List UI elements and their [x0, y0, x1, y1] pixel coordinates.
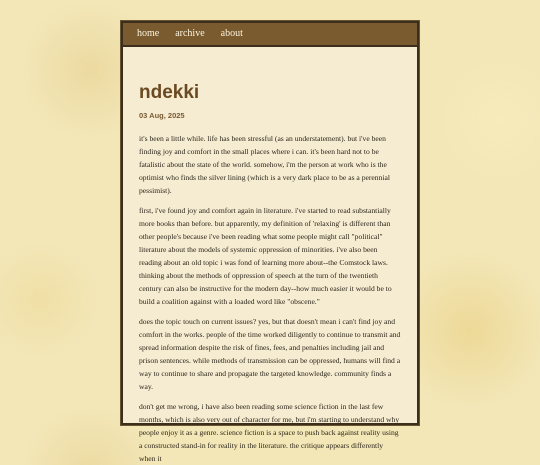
nav-link-archive[interactable]: archive: [175, 28, 205, 39]
top-nav: [123, 23, 417, 47]
nav-link-about[interactable]: about: [220, 28, 243, 39]
post-paragraph: it's been a little while. life has been stressful (as an understatement). but i've been finding joy and comfort in the small places where i can. it's been hard not to be fatalistic about the state of the world. somehow, i'm the person at work who is the optimist who finds the silver lining (which is a very dark place to be as a perennial pessimist).: [139, 134, 390, 195]
post-title: ndekki: [139, 82, 200, 103]
blog-page: [121, 21, 419, 463]
post-date: 03 Aug, 2025: [139, 111, 185, 120]
post-content: [123, 47, 417, 465]
nav-link-home[interactable]: home: [137, 28, 160, 39]
post-paragraph: first, i've found joy and comfort again in literature. i've started to read substantially more books than before. but apparently, my definition of 'relaxing' is different than other people's because i've been reading what some people might call "political" literature about the models of systemic oppression of minorities. i've also been reading about an old topic i was fond of learning more about--the Comstock laws. thinking about the methods of oppression of speech at the turn of the twentieth century can also be instructive for the modern day--how much easier it would be to build a coalition against with a loaded word like "obscene.": [139, 206, 392, 306]
post-paragraph: does the topic touch on current issues? yes, but that doesn't mean i can't find joy and comfort in the works. people of the time worked diligently to continue to transmit and spread information despite the risk of fines, fees, and penalties including jail and prison sentences. while methods of transmission can be oppressed, humans will find a way to continue to share and propagate the targeted knowledge. community finds a way.: [139, 317, 401, 391]
post-paragraph: don't get me wrong, i have also been reading some science fiction in the last few months, which is also very out of character for me, but i'm starting to understand why people enjoy it as a genre. science fiction is a space to push back against reality using a constructed stand-in for reality in the literature. the critique appears differently when it: [139, 402, 400, 463]
